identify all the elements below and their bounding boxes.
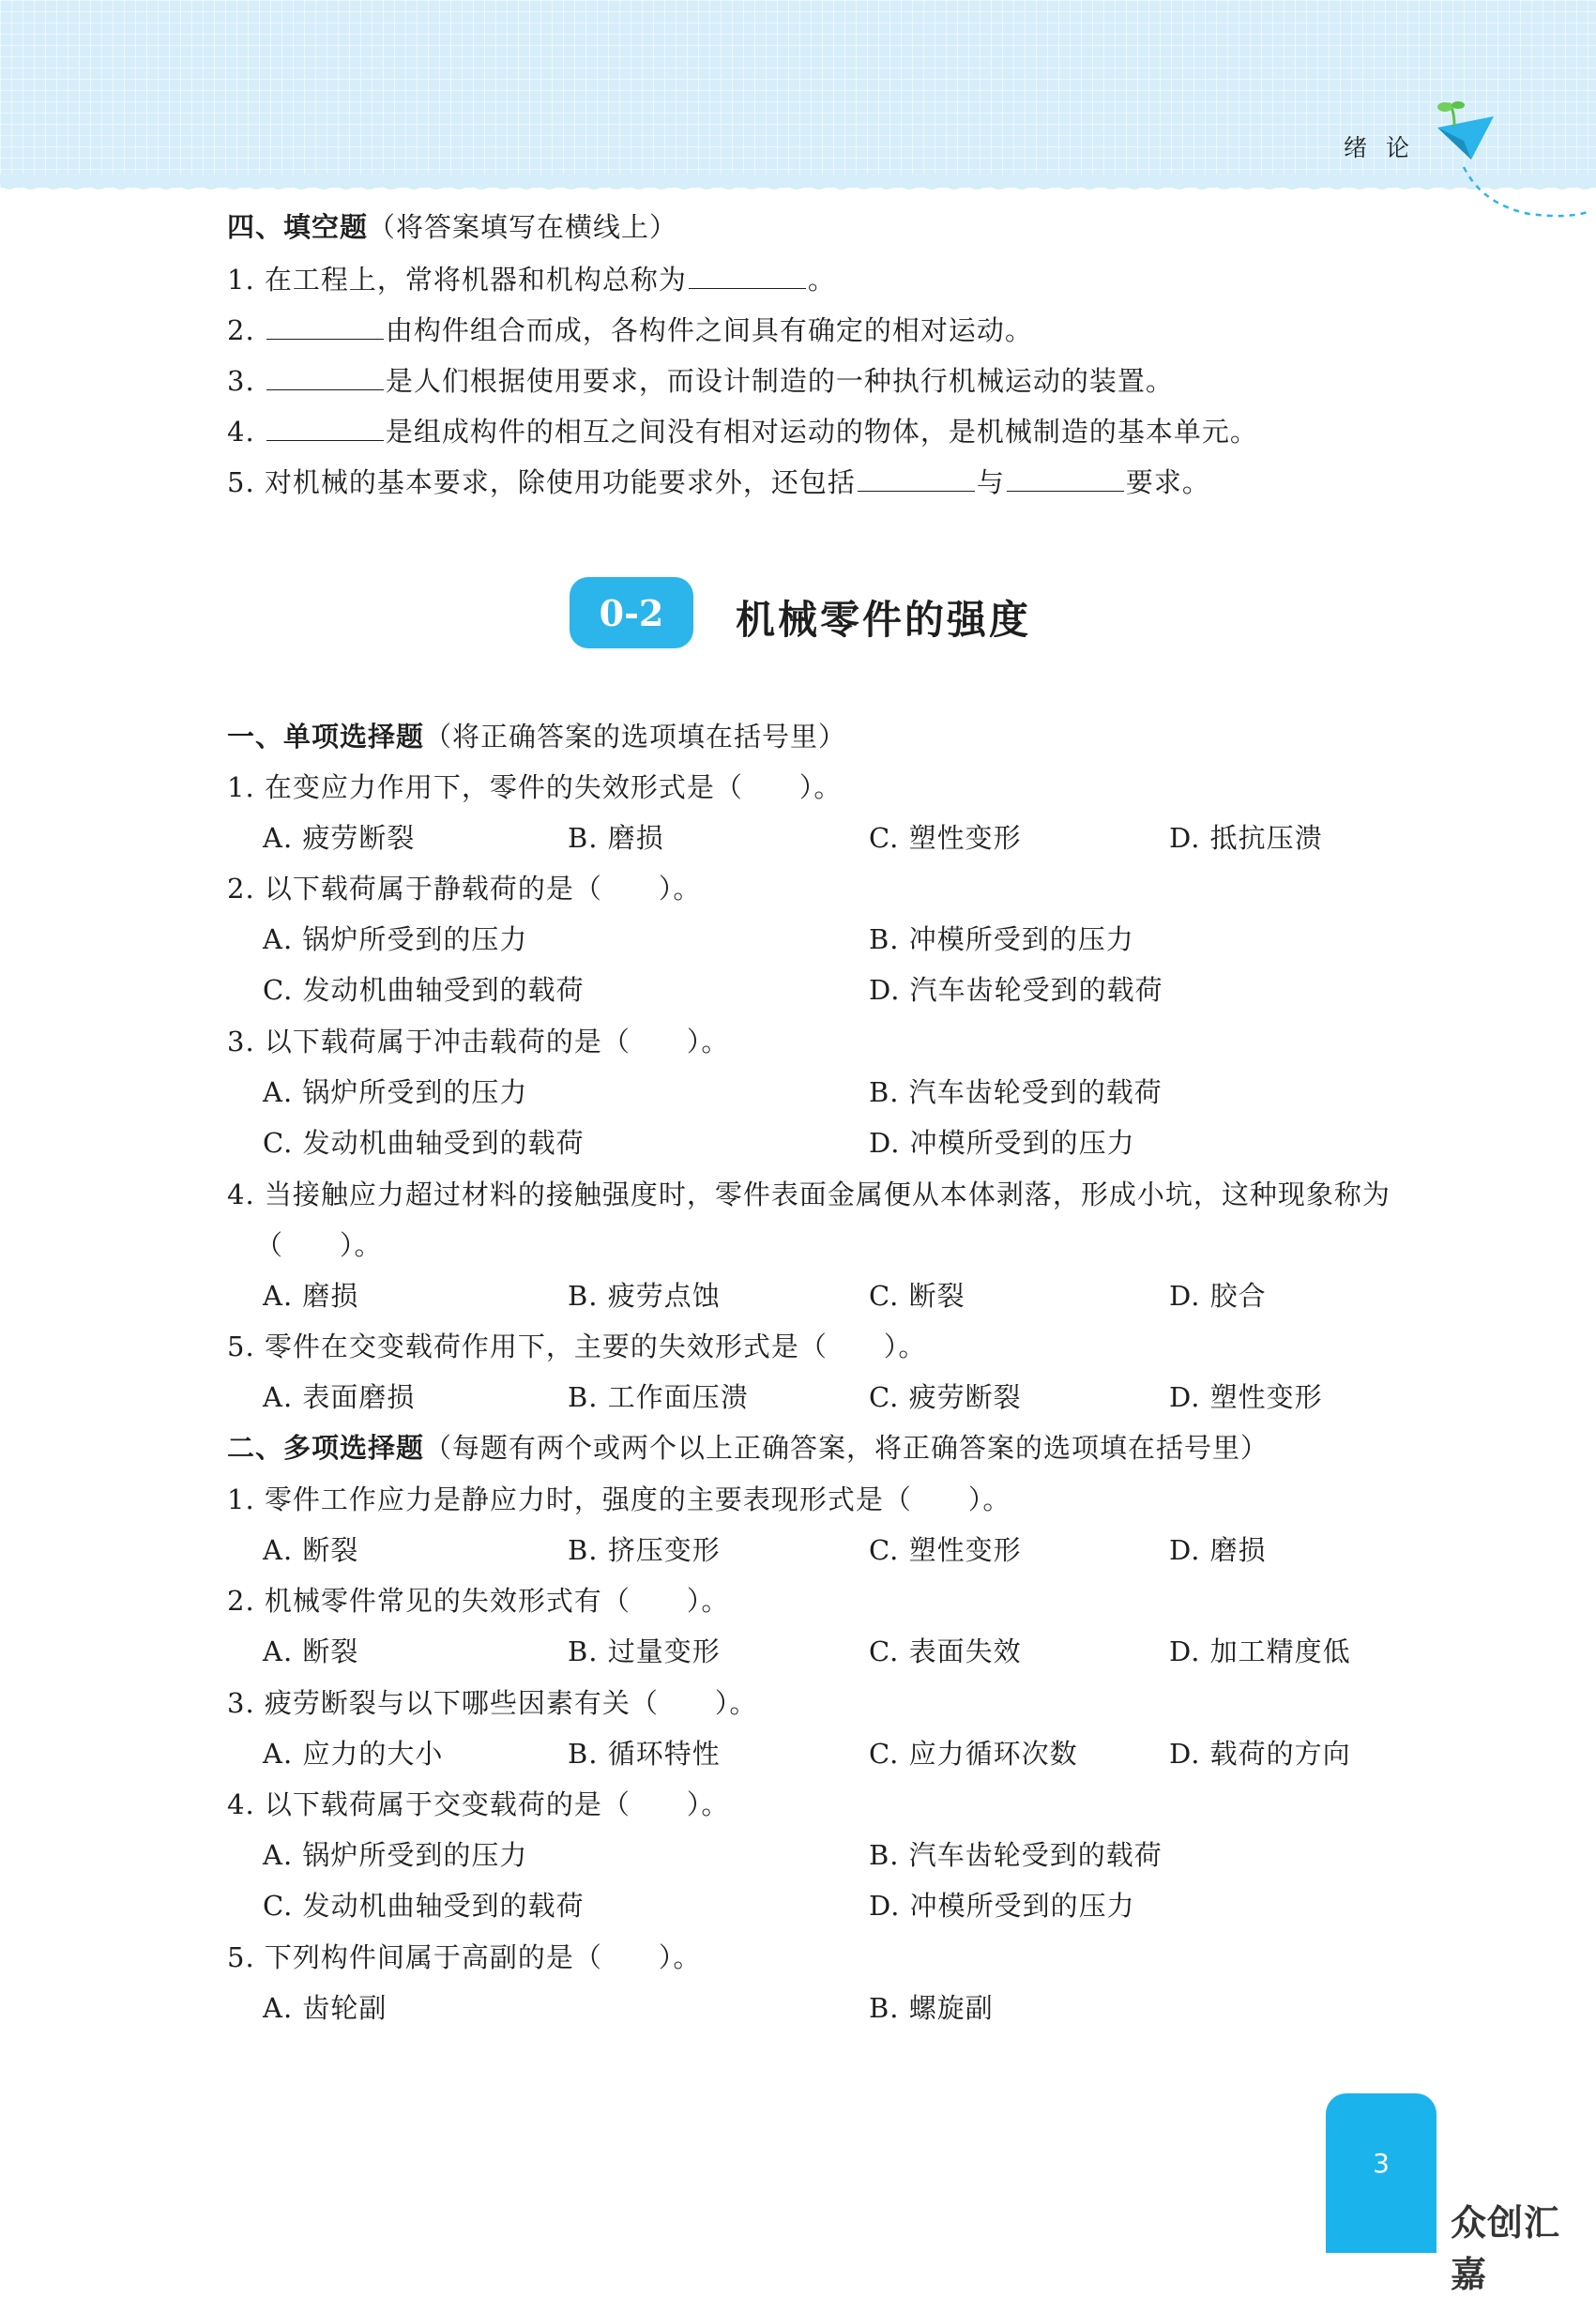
option-b[interactable]: B. 冲模所受到的压力 <box>869 923 1134 955</box>
option-d[interactable]: D. 汽车齿轮受到的载荷 <box>869 974 1163 1006</box>
single-choice-heading: 一、单项选择题（将正确答案的选项填在括号里） <box>227 721 847 753</box>
option-a[interactable]: A. 应力的大小 <box>263 1738 444 1770</box>
page-number: 3 <box>1373 2148 1390 2179</box>
fill-blank-question: 3. 是人们根据使用要求，而设计制造的一种执行机械运动的装置。 <box>227 365 1174 397</box>
option-c[interactable]: C. 疲劳断裂 <box>869 1381 1022 1413</box>
option-b[interactable]: B. 工作面压溃 <box>568 1381 749 1413</box>
option-d[interactable]: D. 冲模所受到的压力 <box>869 1890 1135 1922</box>
fill-blank-question: 1. 在工程上，常将机器和机构总称为 。 <box>227 264 836 296</box>
question-stem: 2. 机械零件常见的失效形式有（ ）。 <box>227 1585 730 1617</box>
header-wave-edge <box>0 175 1596 203</box>
option-c[interactable]: C. 塑性变形 <box>869 1534 1022 1566</box>
section-number-badge: 0-2 <box>570 577 693 648</box>
option-c[interactable]: C. 断裂 <box>869 1280 965 1312</box>
option-a[interactable]: A. 疲劳断裂 <box>263 822 416 854</box>
fill-blank-question: 5. 对机械的基本要求，除使用功能要求外，还包括 与 要求。 <box>227 466 1210 498</box>
multi-choice-heading: 二、多项选择题（每题有两个或两个以上正确答案，将正确答案的选项填在括号里） <box>227 1432 1269 1464</box>
option-b[interactable]: B. 疲劳点蚀 <box>568 1280 721 1312</box>
option-c[interactable]: C. 表面失效 <box>869 1635 1022 1667</box>
section-title: 机械零件的强度 <box>736 597 1032 643</box>
option-c[interactable]: C. 发动机曲轴受到的载荷 <box>263 974 585 1006</box>
answer-blank[interactable] <box>266 414 384 441</box>
page-number-tab <box>1326 2093 1436 2253</box>
fill-blank-question: 2. 由构件组合而成，各构件之间具有确定的相对运动。 <box>227 314 1033 346</box>
question-stem: 5. 零件在交变载荷作用下，主要的失效形式是（ ）。 <box>227 1331 927 1362</box>
option-c[interactable]: C. 发动机曲轴受到的载荷 <box>263 1127 585 1159</box>
option-d[interactable]: D. 胶合 <box>1169 1280 1267 1312</box>
option-a[interactable]: A. 断裂 <box>263 1635 359 1667</box>
option-a[interactable]: A. 磨损 <box>263 1280 359 1312</box>
answer-blank[interactable] <box>266 312 384 340</box>
option-d[interactable]: D. 塑性变形 <box>1169 1381 1323 1413</box>
answer-blank[interactable] <box>689 262 806 289</box>
question-stem: 5. 下列构件间属于高副的是（ ）。 <box>227 1941 702 1973</box>
option-a[interactable]: A. 锅炉所受到的压力 <box>263 1839 528 1871</box>
question-stem-continued: （ ）。 <box>255 1229 383 1261</box>
option-b[interactable]: B. 汽车齿轮受到的载荷 <box>869 1839 1163 1871</box>
answer-blank[interactable] <box>1007 464 1124 492</box>
paper-plane-icon <box>1426 101 1595 237</box>
option-d[interactable]: D. 加工精度低 <box>1169 1635 1351 1667</box>
option-c[interactable]: C. 塑性变形 <box>869 822 1022 854</box>
answer-blank[interactable] <box>858 464 975 492</box>
question-stem: 1. 零件工作应力是静应力时，强度的主要表现形式是（ ）。 <box>227 1483 1011 1515</box>
option-d[interactable]: D. 冲模所受到的压力 <box>869 1127 1135 1159</box>
option-b[interactable]: B. 螺旋副 <box>869 1992 994 2024</box>
fill-blank-question: 4. 是组成构件的相互之间没有相对运动的物体，是机械制造的基本单元。 <box>227 416 1258 448</box>
question-stem: 4. 当接触应力超过材料的接触强度时，零件表面金属便从本体剥落，形成小坑，这种现象称为 <box>227 1179 1391 1210</box>
question-stem: 3. 以下载荷属于冲击载荷的是（ ）。 <box>227 1026 730 1057</box>
question-stem: 3. 疲劳断裂与以下哪些因素有关（ ）。 <box>227 1687 758 1719</box>
option-c[interactable]: C. 应力循环次数 <box>869 1738 1078 1770</box>
chapter-label: 绪 论 <box>1344 134 1415 161</box>
option-c[interactable]: C. 发动机曲轴受到的载荷 <box>263 1890 585 1922</box>
option-a[interactable]: A. 表面磨损 <box>263 1381 416 1413</box>
option-b[interactable]: B. 挤压变形 <box>568 1534 721 1566</box>
question-stem: 4. 以下载荷属于交变载荷的是（ ）。 <box>227 1788 730 1820</box>
question-stem: 2. 以下载荷属于静载荷的是（ ）。 <box>227 873 702 905</box>
option-b[interactable]: B. 循环特性 <box>568 1738 721 1770</box>
watermark-text: 众创汇嘉 <box>1451 2202 1561 2295</box>
question-stem: 1. 在变应力作用下，零件的失效形式是（ ）。 <box>227 771 843 803</box>
option-b[interactable]: B. 过量变形 <box>568 1635 721 1667</box>
option-a[interactable]: A. 锅炉所受到的压力 <box>263 1076 528 1108</box>
option-d[interactable]: D. 抵抗压溃 <box>1169 822 1323 854</box>
fill-blank-heading: 四、填空题（将答案填写在横线上） <box>227 211 678 243</box>
option-d[interactable]: D. 磨损 <box>1169 1534 1267 1566</box>
option-b[interactable]: B. 汽车齿轮受到的载荷 <box>869 1076 1163 1108</box>
option-a[interactable]: A. 锅炉所受到的压力 <box>263 923 528 955</box>
option-d[interactable]: D. 载荷的方向 <box>1169 1738 1351 1770</box>
answer-blank[interactable] <box>266 363 384 390</box>
option-a[interactable]: A. 齿轮副 <box>263 1992 388 2024</box>
option-a[interactable]: A. 断裂 <box>263 1534 359 1566</box>
option-b[interactable]: B. 磨损 <box>568 822 664 854</box>
